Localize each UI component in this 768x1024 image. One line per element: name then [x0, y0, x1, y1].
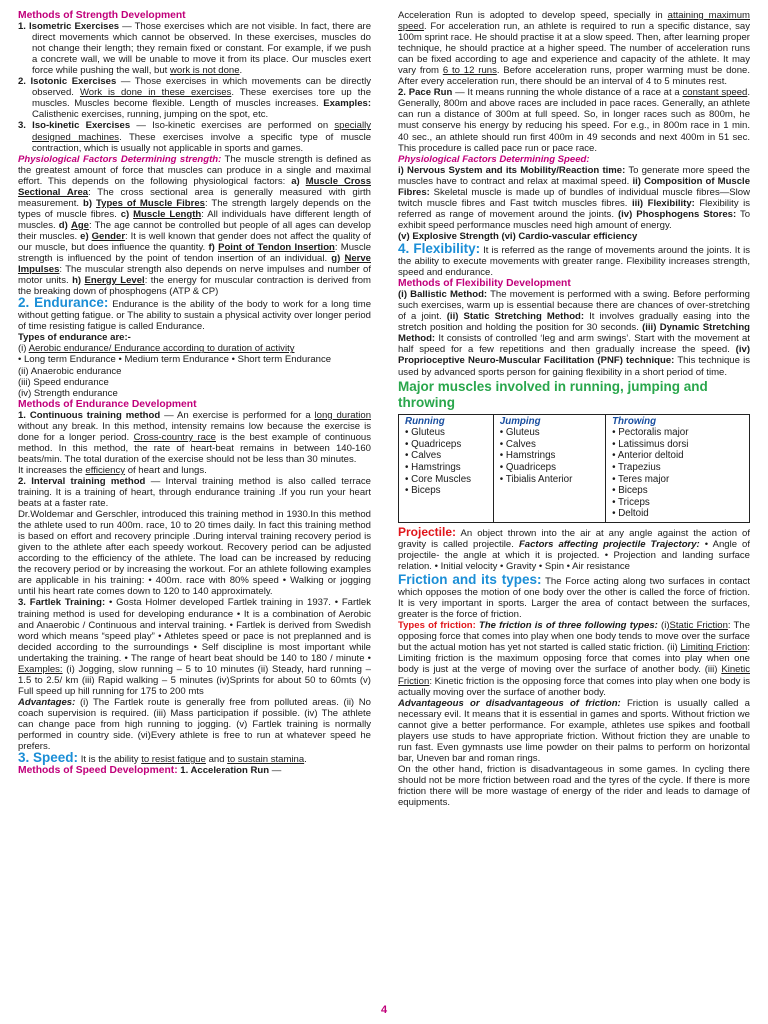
endurance-type-4: (iv) Strength endurance [18, 387, 118, 399]
endurance-type-2: (ii) Anaerobic endurance [18, 365, 122, 377]
list-item: • Core Muscles [405, 473, 472, 485]
list-item: • Pectoralis major [612, 427, 689, 439]
phys-speed-factor-v: (v) Explosive Strength (vi) Cardio-vascular efficiency [398, 230, 638, 242]
muscles-heading: Major muscles involved in running, jumping and throwing [398, 378, 708, 410]
projectile-paragraph: Projectile: An object thrown into the air at any angle against the action of gravity is called projectile. Factors affecting projectile Trajectory: • Angle of projectile- the angle at which it is projected. • Projection and landing surface relation. • Initial velocity • Gravity • Spin • Air resistance [398, 524, 750, 573]
list-item: • Calves [405, 450, 442, 462]
friction-heading: Friction and its types: [398, 572, 542, 588]
list-item: • Trapezius [612, 461, 661, 473]
isokinetic-item: 3. Iso-kinetic Exercises — Iso-kinetic exercises are performed on specially designed machines. These exercises involve a specific type of muscle contraction, which is usually not applicable in sports and games. [18, 120, 371, 154]
list-item: • Quadriceps [499, 461, 557, 473]
flexibility-heading: 4. Flexibility: [398, 240, 481, 256]
list-item: • Hamstrings [405, 461, 461, 473]
page-number: 4 [380, 1004, 388, 1016]
list-item: • Gluteus [499, 427, 540, 439]
strength-methods-heading: Methods of Strength Development [18, 10, 186, 21]
list-item: • Tibialis Anterior [499, 473, 573, 485]
interval-method: 2. Interval training method — Interval training method is also called terrace training. It is a training of heart, through endurance training .If you run your heart beats at a faster rate. [18, 475, 371, 510]
endurance-paragraph: 2. Endurance: Endurance is the ability of the body to work for a long time without getting fatigue. or The ability to sustain a physical activity over longer period of time resisting fatigue is called Endurance. [18, 295, 371, 333]
left-column [18, 10, 371, 1004]
table-header-jumping: Jumping [499, 415, 541, 427]
friction-types: Types of friction: The friction is of three following types: (i)Static Friction: The opposing force that comes into play when one body tends to move over the surface but the actual motion has yet not started is called static friction. (ii) Limiting Friction: Limiting friction is the maximum opposing force that comes into play when one body is just at the verge of moving over the surface of another body. (iii) Kinetic Friction: Kinetic friction is the opposing force that comes into play when one body is actually moving over the surface of another body. [398, 620, 750, 698]
flexibility-methods: (i) Ballistic Method: The movement is performed with a swing. Before performing such exercises, warm up is essential because there are chances of over-stretching of a joint. (ii) Static Stretching Method: It involves gradually easing into the stretch position and holding the position for 30 seconds. (iii) Dynamic Stretching Method: It consists of controlled ‘leg and arm swings’. Start with the movement at half speed for a few repetitions and then gradually increase the speed. (iv) Proprioceptive Neuro-Muscular Facilitation (PNF) technique: This technique is used by advanced sports person for gaining flexibility in a short period of time. [398, 289, 750, 378]
endurance-methods-heading: Methods of Endurance Development [18, 398, 197, 410]
endurance-heading: 2. Endurance: [18, 295, 109, 311]
list-item: • Teres major [612, 473, 670, 485]
running-list [405, 427, 489, 497]
list-item: • Biceps [612, 485, 648, 497]
speed-paragraph: 3. Speed: It is the ability to resist fatigue and to sustain stamina. [18, 750, 307, 766]
continuous-method-efficiency: It increases the efficiency of heart and lungs. [18, 464, 207, 476]
isotonic-item: 2. Isotonic Exercises — Those exercises in which movements can be directly observed. Work is done in these exercises. These exercises tore up the muscles. Muscles become flexible. Length of muscles increases. Examples: Calisthenic exercises, running, jumping on the spot, etc. [18, 76, 371, 121]
table-header-running: Running [405, 415, 445, 427]
phys-speed-heading: Physiological Factors Determining Speed: [398, 153, 590, 165]
projectile-heading: Projectile: [398, 524, 457, 539]
endurance-types-heading: Types of endurance are:- [18, 332, 131, 344]
endurance-type-1: (i) Aerobic endurance/ Endurance according to duration of activity [18, 343, 295, 355]
speed-heading: 3. Speed: [18, 750, 79, 766]
flexibility-methods-heading: Methods of Flexibility Development [398, 278, 571, 290]
list-item: • Triceps [612, 496, 650, 508]
muscles-table [398, 414, 750, 523]
friction-advantages: Advantageous or disadvantageous of friction: Friction is usually called a necessary evil. It means that it is essential in games and sports. Without friction we cannot give a better performance. For example, athletes use spikes and football players use studs to have appropriate friction. Without friction they are unable to run fast. Even gymnasts use lime powder on their palms to perform on horizontal bar, Uneven bar and roman rings. [398, 697, 750, 764]
isotonic-title: Isotonic Exercises [30, 76, 117, 88]
continuous-method: 1. Continuous training method — An exercise is performed for a long duration without any break. In this method, intensity remains low because the exercise is done for a longer period. Cross-country race is the best example of continuous method. In this method, the rate of heart-beat remains in between 140-160 beats/min. The total duration of the exercise should not be less than 30 minutes. [18, 409, 371, 465]
isometric-item: 1. Isometric Exercises — Those exercises which are not visible. In fact, there are direct movements which cannot be observed. In these exercises, muscles do not change their length; they remain fixed or constant. For example, if we push a concrete wall, we will be unable to move it from its place. Our muscles exert force while pushing the wall, but work is not done. [18, 21, 371, 77]
isometric-title: Isometric Exercises [29, 21, 120, 33]
list-item: • Hamstrings [499, 450, 556, 462]
jumping-list [500, 427, 601, 485]
endurance-type-3: (iii) Speed endurance [18, 376, 109, 388]
fartlek-training: 3. Fartlek Training: • Gosta Holmer developed Fartlek training in 1937. • Fartlek training method is used for developing endurance • It is a combination of Aerobic and Anaerobic / Continuous and interval training. • Fartlek is derived from Swedish word which means “speed play” • Athletes speed or pace is not preplanned and is decided according to the surroundings • Self discipline is most important while undertaking the training. • The range of heart beat should be 140 to 180 / minute • Examples: (i) Jogging, slow running – 5 to 10 minutes (ii) Steady, hard running – 1.5 to 2.5/ km (iii) Rapid walking – 5 minutes (iv)Sprints for about 50 to 60mts (v) Full speed up hill running for 175 to 200 mts [18, 597, 371, 697]
list-item: • Deltoid [612, 508, 649, 520]
right-column [398, 10, 750, 1004]
list-item: • Gluteus [405, 427, 445, 439]
phys-speed-factors: i) Nervous System and its Mobility/Reaction time: To generate more speed the muscles have to contract and relax at maximal speed. ii) Composition of Muscle Fibres: Skeletal muscle is made up of bundles of individual muscle fibres—Slow twitch muscle fibres and Fast twitch muscles fibres. iii) Flexibility: Flexibility is referred as range of movement around the joints. (iv) Phosphogens Stores: To exhibit speed performance muscles need high amount of energy. [398, 164, 750, 231]
friction-paragraph: Friction and its types: The Force acting along two surfaces in contact which opposes the motion of one body over the other is called the force of friction. It is very important in sports. Larger the area of contact between the surfaces, greater is the force of friction. [398, 572, 750, 621]
pace-run: 2. Pace Run — It means running the whole distance of a race at a constant speed. Generally, 800m and above races are included in pace races. Generally, an athlete can run a distance of 300m at full speed. So, in longer races such as 800m, he must conserve his energy by reducing his speed. For e.g., in 800m race in 1 min. 40 sec., an athlete should run first 400m in 49 seconds and next 400m in 51 sec. This procedure is called pace run or pace race. [398, 87, 750, 154]
friction-disadvantages: On the other hand, friction is disadvantageous in some games. In cycling there should not be more friction between road and the tyres of the cycle. If there is more friction there will be more wastage of energy of the rider and leads to damage of equipments. [398, 763, 750, 809]
list-item: • Biceps [405, 485, 441, 497]
endurance-type-1-sub: • Long term Endurance • Medium term Endurance • Short term Endurance [18, 354, 332, 366]
fartlek-advantages: Advantages: (i) The Fartlek route is generally free from polluted areas. (ii) No coach supervision is required. (iii) Mass participation if possible. (iv) The athlete can change pace from high running to jogging. (v) Fartlek training is normally performed in country side. (vi)Every athlete is free to run at whatever speed he prefers. [18, 696, 371, 753]
isokinetic-title: Iso-kinetic Exercises [32, 120, 131, 132]
list-item: • Quadriceps [405, 438, 462, 450]
phys-strength-paragraph: Physiological Factors Determining strength: The muscle strength is defined as the greatest amount of force that muscles can produce in a single and maximal effort. This depends on the following physiological factors: a) Muscle Cross Sectional Area: The cross sectional area is generally measured with girth measurement. b) Types of Muscle Fibres: The strength largely depends on the types of muscle fibres. c) Muscle Length: All individuals have different length of muscles. d) Age: The age cannot be controlled but people of all ages can develop their muscles. e) Gender: It is well known that gender does not affect the quality of our muscle, but does influence the quantity. f) Point of Tendon Insertion: Muscle strength is influenced by the point of tendon insertion of an individual. g) Nerve Impulses: The muscular strength also depends on nerve impulses and number of motor units. h) Energy Level: the energy for muscular contraction is derived from the breaking down of phosphogens (ATP & CP) [18, 153, 371, 298]
throwing-list [612, 427, 745, 520]
speed-methods-line: Methods of Speed Development: 1. Acceleration Run — [18, 765, 282, 777]
acceleration-run-text: Acceleration Run is adopted to develop speed, specially in attaining maximum speed. For acceleration run, an athlete is required to run a specific distance, say 100m sprint race. He should practise it at a slow speed. Then, after learning proper technique, he should practice at a higher speed. The number of acceleration runs can be fixed according to age and experience and capacity of the athlete. It may vary from 6 to 12 runs. Before acceleration runs, proper warming must be done. After every acceleration run, there should be an interval of 4 to 5 minutes rest. [398, 10, 750, 88]
interval-method-detail: Dr.Woldemar and Gerschler, introduced this training method in 1930.In this method the athlete used to run 400m. race, 10 to 20 times daily. In fact this training method is based on effort and recovery principle .During interval training recovery period is given to the athlete after each speedy workout. Recovery period can be adjusted according to the efficiency of the athlete. The load can be increased by reducing the recovery period or by increasing the workout. For an athlete following examples are applicable in his training: • 400m. race with 80% speed • Walking or jogging until his heart rate comes down to 120 to 140 approximately. [18, 509, 371, 598]
list-item: • Anterior deltoid [612, 450, 684, 462]
list-item: • Calves [499, 438, 536, 450]
flexibility-paragraph: 4. Flexibility: It is referred as the range of movements around the joints. It is the ability to execute movements with greater range. Flexibility increases strength, speed and endurance. [398, 240, 750, 279]
table-header-throwing: Throwing [612, 415, 657, 427]
list-item: • Latissimus dorsi [612, 438, 689, 450]
